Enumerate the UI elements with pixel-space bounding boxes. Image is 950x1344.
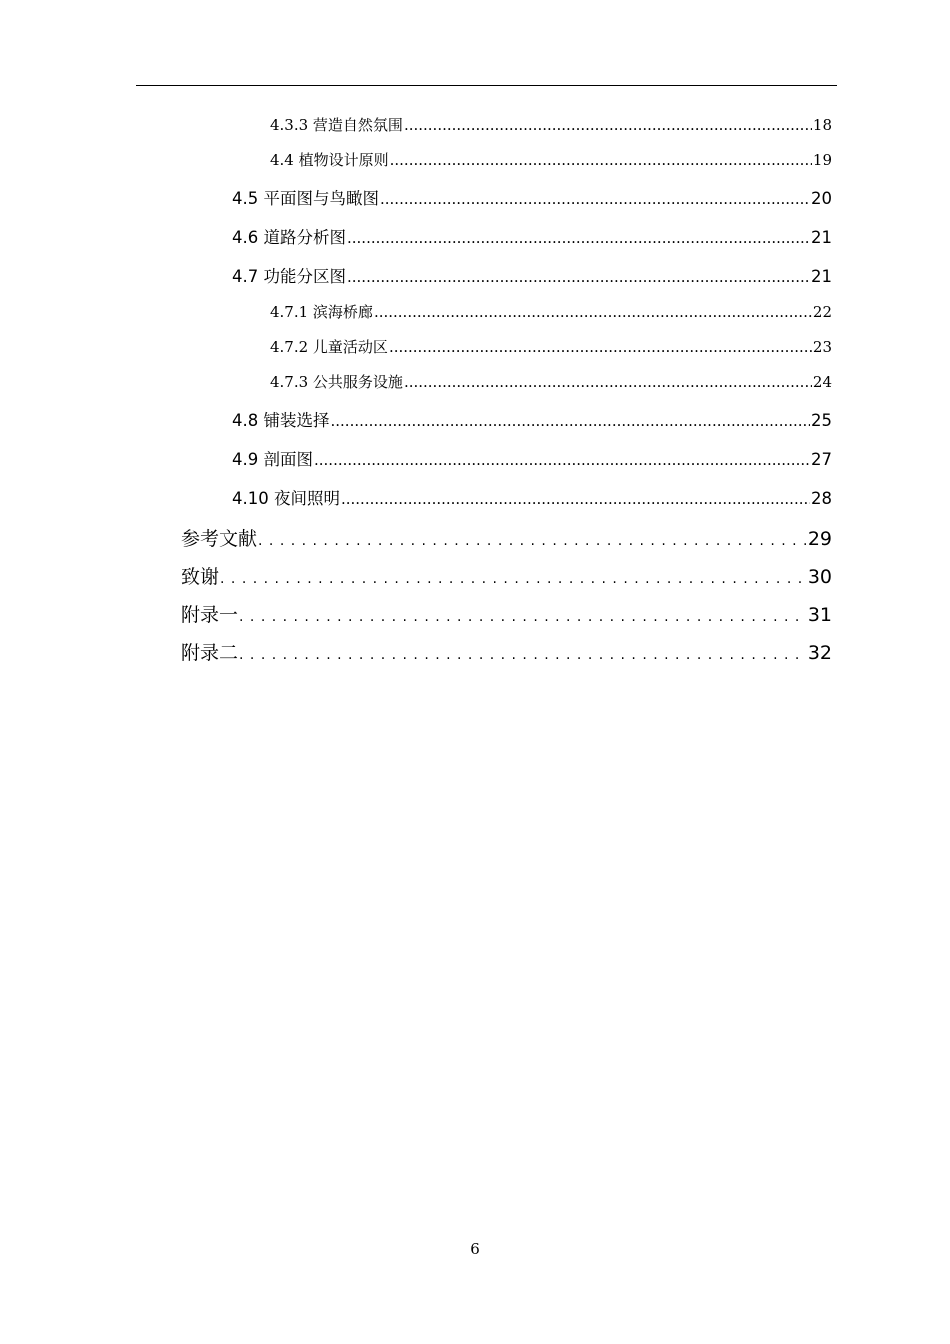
toc-dot-leader: [239, 647, 807, 663]
toc-dot-leader: [374, 303, 812, 321]
toc-entry-4-9[interactable]: [232, 446, 832, 470]
toc-entry-references[interactable]: [181, 524, 832, 551]
toc-entry-page: 20: [811, 189, 832, 208]
toc-entry-page: 31: [807, 604, 832, 626]
toc-dot-leader: [258, 533, 807, 549]
toc-dot-leader: [404, 116, 812, 134]
toc-entry-4-10[interactable]: [232, 485, 832, 509]
toc-dot-leader: [341, 490, 810, 508]
toc-entry-title: 4.7.3 公共服务设施: [270, 373, 403, 391]
toc-dot-leader: [380, 190, 810, 208]
toc-entry-title: 4.6 道路分析图: [232, 228, 346, 247]
toc-entry-page: 32: [807, 642, 832, 664]
toc-entry-4-7-3[interactable]: [270, 371, 832, 392]
toc-entry-title: 4.3.3 营造自然氛围: [270, 116, 403, 134]
toc-entry-4-4[interactable]: [270, 149, 832, 170]
toc-entry-title: 4.8 铺装选择: [232, 411, 330, 430]
toc-entry-title: 4.7 功能分区图: [232, 267, 346, 286]
toc-entry-title: 附录一: [181, 604, 239, 626]
toc-entry-page: 19: [812, 151, 832, 169]
toc-entry-4-7[interactable]: [232, 263, 832, 287]
toc-entry-title: 致谢: [181, 566, 220, 588]
toc-entry-appendix-1[interactable]: [181, 600, 832, 627]
toc-dot-leader: [314, 451, 810, 469]
toc-dot-leader: [404, 373, 812, 391]
toc-entry-4-8[interactable]: [232, 407, 832, 431]
toc-dot-leader: [220, 571, 807, 587]
toc-dot-leader: [239, 609, 807, 625]
toc-entry-title: 4.7.2 儿童活动区: [270, 338, 388, 356]
toc-entry-title: 4.4 植物设计原则: [270, 151, 389, 169]
toc-dot-leader: [390, 151, 812, 169]
toc-entry-page: 28: [811, 489, 832, 508]
toc-entry-4-7-2[interactable]: [270, 336, 832, 357]
toc-dot-leader: [347, 229, 810, 247]
toc-entry-page: 24: [812, 373, 832, 391]
toc-entry-page: 30: [807, 566, 832, 588]
toc-entry-title: 4.9 剖面图: [232, 450, 313, 469]
toc-entry-page: 22: [812, 303, 832, 321]
toc-entry-page: 29: [807, 528, 832, 550]
toc-dot-leader: [389, 338, 812, 356]
toc-entry-page: 18: [812, 116, 832, 134]
toc-entry-acknowledgements[interactable]: [181, 562, 832, 589]
toc-entry-page: 21: [811, 267, 832, 286]
toc-entry-title: 参考文献: [181, 528, 258, 550]
toc-entry-page: 27: [811, 450, 832, 469]
toc-entry-4-7-1[interactable]: [270, 301, 832, 322]
toc-entry-title: 4.5 平面图与鸟瞰图: [232, 189, 379, 208]
toc-entry-appendix-2[interactable]: [181, 638, 832, 665]
toc-entry-4-3-3[interactable]: [270, 114, 832, 135]
toc-entry-4-5[interactable]: [232, 185, 832, 209]
toc-entry-page: 21: [811, 228, 832, 247]
toc-entry-title: 附录二: [181, 642, 239, 664]
page-number: 6: [470, 1240, 480, 1258]
toc-entry-page: 25: [811, 411, 832, 430]
toc-dot-leader: [331, 412, 811, 430]
toc-entry-title: 4.7.1 滨海桥廊: [270, 303, 373, 321]
toc-entry-page: 23: [812, 338, 832, 356]
toc-dot-leader: [347, 268, 810, 286]
toc-entry-title: 4.10 夜间照明: [232, 489, 340, 508]
toc-entry-4-6[interactable]: [232, 224, 832, 248]
